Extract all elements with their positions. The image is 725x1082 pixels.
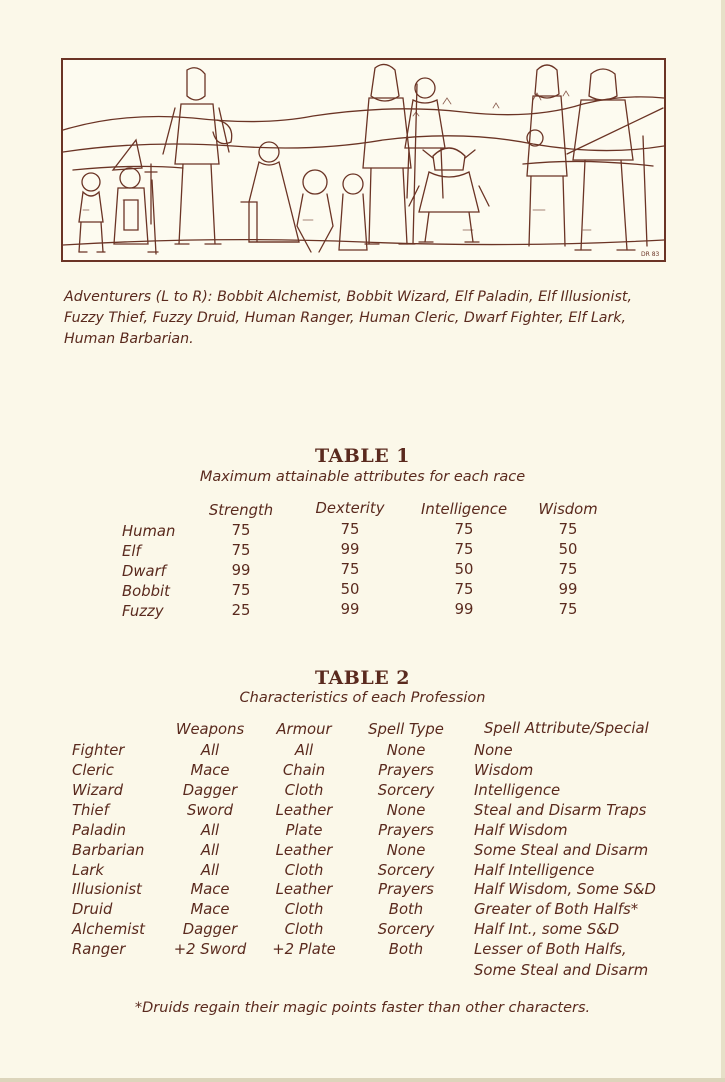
table2-cell: Half Int., some S&D: [474, 921, 620, 938]
table1-cell: 75: [454, 581, 474, 598]
table2-cell: Leather: [275, 842, 333, 859]
table1-header-dexterity: Dexterity: [315, 500, 385, 517]
table2-cell: Sorcery: [377, 782, 435, 799]
table2-cell: Intelligence: [474, 782, 561, 799]
table1-cell: 75: [340, 521, 360, 538]
table2-profession: Wizard: [72, 782, 124, 799]
table2-cell: Chain: [282, 762, 326, 779]
table2-cell: Half Wisdom: [474, 822, 568, 839]
table1-header-intelligence: Intelligence: [420, 501, 508, 518]
table2-cell: Half Intelligence: [474, 862, 595, 879]
table2-header-armour: Armour: [276, 721, 332, 738]
table1-cell: 99: [340, 541, 360, 558]
table1-cell: 99: [558, 581, 578, 598]
table2-cell: Sorcery: [377, 862, 435, 879]
table2-cell: +2 Sword: [173, 941, 247, 958]
table2-cell: Lesser of Both Halfs,: [474, 941, 627, 958]
table2-cell: Cloth: [284, 921, 324, 938]
table2-profession: Cleric: [72, 762, 114, 779]
table1-header-wisdom: Wisdom: [538, 501, 598, 518]
table2-cell: Prayers: [378, 881, 434, 898]
table2-cell: All: [200, 862, 220, 879]
table1-cell: 99: [231, 562, 251, 579]
table1-cell: 75: [454, 541, 474, 558]
table1-title: TABLE 1: [314, 445, 411, 467]
table1-cell: 75: [340, 561, 360, 578]
table1-race: Fuzzy: [122, 603, 164, 620]
table1-cell: 75: [558, 561, 578, 578]
illustration-caption: Adventurers (L to R): Bobbit Alchemist, Bobbit Wizard, Elf Paladin, Elf Illusionist, Fuzzy Thief, Fuzzy Druid, Human Ranger, Human Cleric, Dwarf Fighter, Elf Lark, Human Barbarian.: [64, 289, 632, 347]
table2-profession: Lark: [72, 862, 104, 879]
table2-cell: Mace: [190, 881, 230, 898]
table1-cell: 50: [340, 581, 360, 598]
table2-cell: Plate: [285, 822, 323, 839]
table2-profession: Alchemist: [72, 921, 145, 938]
table2-cell: Both: [388, 901, 424, 918]
table2-subtitle: Characteristics of each Profession: [239, 690, 486, 706]
table1-race: Bobbit: [122, 583, 170, 600]
table2-cell: All: [294, 742, 314, 759]
table2-profession: Barbarian: [72, 842, 145, 859]
table2-profession: Ranger: [72, 941, 126, 958]
table2-cell: Cloth: [284, 782, 324, 799]
table2-cell: Greater of Both Halfs*: [474, 901, 639, 918]
table2-profession: Druid: [72, 901, 113, 918]
table1-cell: 75: [231, 542, 251, 559]
table2-ranger-continuation: Some Steal and Disarm: [474, 962, 649, 979]
page-edge: [721, 0, 725, 1082]
table1-cell: 50: [454, 561, 474, 578]
adventurers-illustration: [61, 58, 666, 262]
table2-cell: None: [386, 842, 426, 859]
table2-profession: Thief: [72, 802, 109, 819]
table2-header-special: Spell Attribute/Special: [484, 720, 649, 737]
table2-cell: All: [200, 822, 220, 839]
table2-cell: Cloth: [284, 862, 324, 879]
table2-cell: Dagger: [182, 921, 238, 938]
table1-cell: 75: [558, 601, 578, 618]
table2-title: TABLE 2: [314, 667, 411, 689]
table2-profession: Paladin: [72, 822, 127, 839]
table1-cell: 75: [231, 582, 251, 599]
table2-cell: Wisdom: [474, 762, 534, 779]
table2-cell: Leather: [275, 802, 333, 819]
artist-signature: DR 83: [641, 251, 660, 258]
table2-profession: Fighter: [72, 742, 125, 759]
table2-cell: Steal and Disarm Traps: [474, 802, 647, 819]
table2-cell: +2 Plate: [272, 941, 336, 958]
table2-cell: Mace: [190, 901, 230, 918]
table1-cell: 75: [558, 521, 578, 538]
table1-cell: 50: [558, 541, 578, 558]
table2-cell: Prayers: [378, 822, 434, 839]
table1-cell: 99: [340, 601, 360, 618]
table2-cell: Some Steal and Disarm: [474, 842, 649, 859]
table1-cell: 75: [231, 522, 251, 539]
table2-cell: None: [386, 742, 426, 759]
table2-cell: Half Wisdom, Some S&D: [474, 881, 656, 898]
table1-cell: 99: [454, 601, 474, 618]
table1-race: Dwarf: [122, 563, 166, 580]
table1-race: Human: [122, 523, 176, 540]
page-bottom-edge: [0, 1078, 725, 1082]
table2-cell: All: [200, 742, 220, 759]
table2-cell: All: [200, 842, 220, 859]
table2-cell: Sword: [186, 802, 234, 819]
table2-cell: None: [386, 802, 426, 819]
table2-cell: None: [474, 742, 513, 759]
table2-cell: Sorcery: [377, 921, 435, 938]
table1-header-strength: Strength: [208, 502, 274, 519]
table2-cell: Dagger: [182, 782, 238, 799]
table1-subtitle: Maximum attainable attributes for each race: [199, 469, 526, 485]
table2-cell: Leather: [275, 881, 333, 898]
table1-race: Elf: [122, 543, 141, 560]
table2-cell: Prayers: [378, 762, 434, 779]
table2-header-spell-type: Spell Type: [368, 721, 444, 738]
table2-cell: Mace: [190, 762, 230, 779]
table1-cell: 75: [454, 521, 474, 538]
table2-profession: Illusionist: [72, 881, 142, 898]
table2-cell: Cloth: [284, 901, 324, 918]
table2-cell: Both: [388, 941, 424, 958]
table1-cell: 25: [231, 602, 251, 619]
druid-footnote: *Druids regain their magic points faster than other characters.: [134, 1000, 591, 1016]
table2-header-weapons: Weapons: [175, 721, 245, 738]
